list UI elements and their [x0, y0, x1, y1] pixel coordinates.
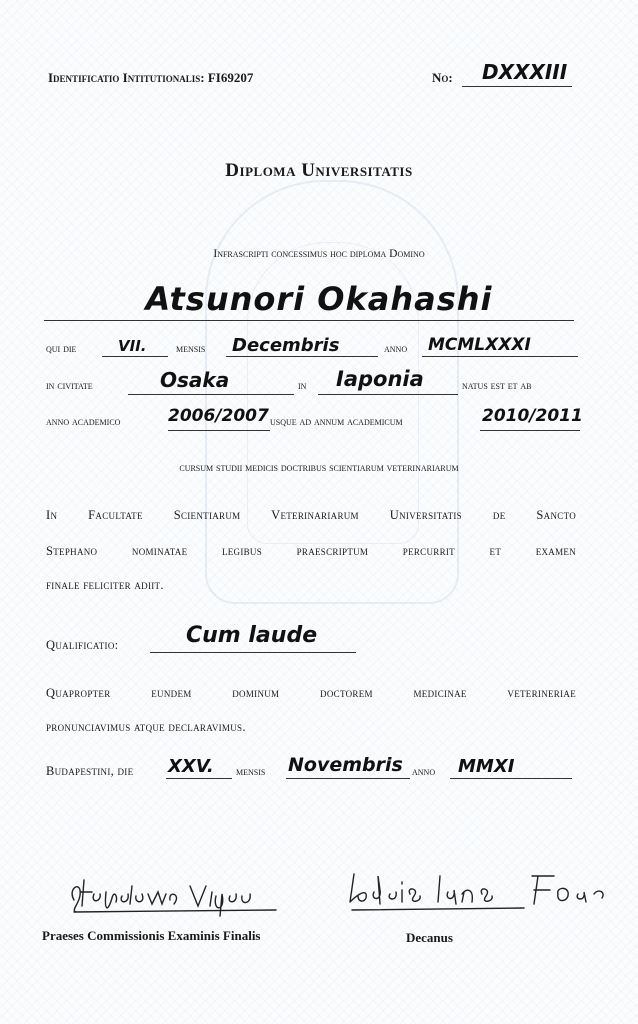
faculty-line-2: Stephano nominatae legibus praescriptum percurrit et examen: [46, 544, 576, 558]
course-text: cursum studii medicis doctribus scientiarum veterinariarum: [179, 462, 459, 474]
faculty-line-1: In Facultate Scientiarum Veterinariarum Universitatis de Sancto: [46, 508, 576, 522]
year-line: [422, 356, 578, 357]
diploma-title: Diploma Universitatis: [225, 160, 413, 181]
birth-year: MCMLXXXI: [428, 335, 531, 355]
qualification-line: [150, 652, 356, 653]
dean-title: Decanus: [406, 930, 453, 945]
birth-country: Iaponia: [336, 367, 424, 391]
end-line: [480, 430, 580, 431]
academic-start: 2006/2007: [168, 406, 269, 426]
institution-identifier: Identificatio Intitutionalis: FI69207: [48, 70, 254, 85]
proclamation-line-1: Quapropter eundem dominum doctorem medicinae veterineriae: [46, 686, 576, 700]
qualification-label: Qualificatio:: [46, 638, 119, 652]
issue-place: Budapestini, die: [46, 764, 134, 778]
intro-text: Infrascripti concessimus hoc diploma Domino: [213, 248, 425, 260]
faculty-line-3: finale feliciter adiit.: [46, 578, 164, 592]
issue-month: Novembris: [288, 754, 403, 776]
number-value: DXXXIII: [482, 60, 568, 84]
mensis-label: mensis: [176, 343, 206, 355]
birth-day: VII.: [118, 337, 147, 355]
birth-city: Osaka: [160, 368, 230, 392]
issue-year: MMXI: [458, 756, 515, 777]
issue-day: XXV.: [168, 756, 214, 777]
issue-mensis-label: mensis: [236, 766, 266, 778]
university-seal-watermark: [205, 180, 459, 604]
academic-end: 2010/2011: [482, 406, 583, 426]
usque-label: usque ad annum academicum: [270, 416, 403, 428]
issue-anno-label: anno: [412, 766, 436, 778]
month-line: [226, 356, 378, 357]
civitate-label: in civitate: [46, 380, 93, 392]
country-line: [318, 394, 458, 395]
president-signature: [66, 872, 286, 918]
issue-day-line: [166, 778, 232, 779]
in-label: in: [298, 380, 307, 392]
dean-signature: [344, 866, 624, 916]
day-line: [102, 356, 168, 357]
issue-year-line: [450, 778, 572, 779]
recipient-name: Atsunori Okahashi: [145, 280, 493, 318]
number-line: [462, 86, 572, 87]
academic-label: anno academico: [46, 416, 121, 428]
name-line: [44, 320, 574, 321]
city-line: [128, 394, 294, 395]
anno-label: anno: [384, 343, 408, 355]
qui-die-label: qui die: [46, 343, 77, 355]
natus-label: natus est et ab: [462, 380, 532, 392]
issue-month-line: [286, 778, 410, 779]
qualification-value: Cum laude: [186, 623, 318, 648]
start-line: [168, 430, 270, 431]
proclamation-line-2: pronunciavimus atque declaravimus.: [46, 720, 246, 734]
number-label: No:: [432, 70, 453, 85]
president-title: Praeses Commissionis Examinis Finalis: [42, 928, 261, 943]
birth-month: Decembris: [232, 335, 340, 356]
